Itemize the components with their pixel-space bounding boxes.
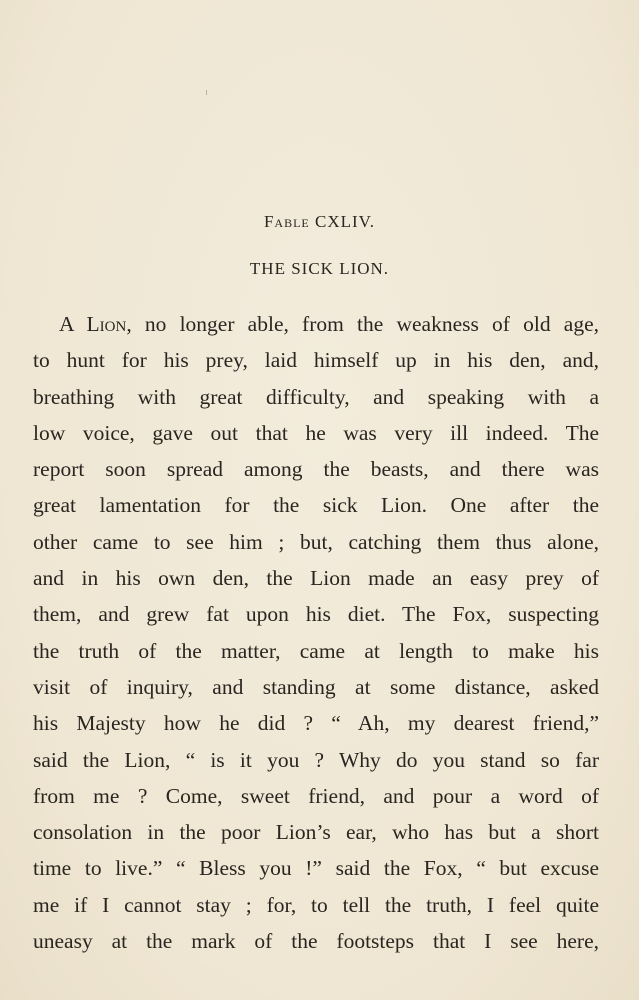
- text-line-name: Lion: [86, 312, 127, 336]
- text-line: said the Lion, “ is it you ? Why do you stand so far: [33, 747, 599, 772]
- text-line: other came to see him ; but, catching them thus alone,: [33, 529, 599, 554]
- text-line: time to live.” “ Bless you !” said the Fox, “ but excuse: [33, 856, 599, 881]
- text-line-lead: A: [59, 312, 87, 336]
- text-line: his Majesty how he did ? “ Ah, my dearest friend,”: [33, 711, 599, 736]
- text-line: me if I cannot stay ; for, to tell the truth, I feel quite: [33, 892, 599, 917]
- text-line: from me ? Come, sweet friend, and pour a word of: [33, 783, 599, 808]
- text-line: the truth of the matter, came at length to make his: [33, 638, 599, 663]
- fable-word: Fable: [263, 212, 310, 231]
- fable-body: [33, 306, 599, 959]
- fable-numeral: CXLIV.: [315, 212, 376, 231]
- text-line: report soon spread among the beasts, and there was: [33, 457, 599, 482]
- text-line: them, and grew fat upon his diet. The Fox, suspecting: [33, 602, 599, 627]
- paper-speck: [206, 90, 207, 95]
- text-line: consolation in the poor Lion’s ear, who has but a short: [33, 820, 599, 845]
- text-line: visit of inquiry, and standing at some distance, asked: [33, 674, 599, 699]
- text-line: to hunt for his prey, laid himself up in his den, and,: [33, 348, 599, 373]
- text-line-rest: , no longer able, from the weakness of old age,: [126, 312, 599, 336]
- text-line: great lamentation for the sick Lion. One after the: [33, 493, 599, 518]
- text-line: [33, 306, 599, 342]
- text-line: uneasy at the mark of the footsteps that I see here,: [33, 929, 599, 954]
- fable-title: THE SICK LION.: [249, 259, 390, 278]
- text-line: breathing with great difficulty, and speaking with a: [33, 384, 599, 409]
- text-line: and in his own den, the Lion made an easy prey of: [33, 566, 599, 591]
- fable-number: [0, 212, 639, 232]
- text-line: low voice, gave out that he was very ill indeed. The: [33, 420, 599, 445]
